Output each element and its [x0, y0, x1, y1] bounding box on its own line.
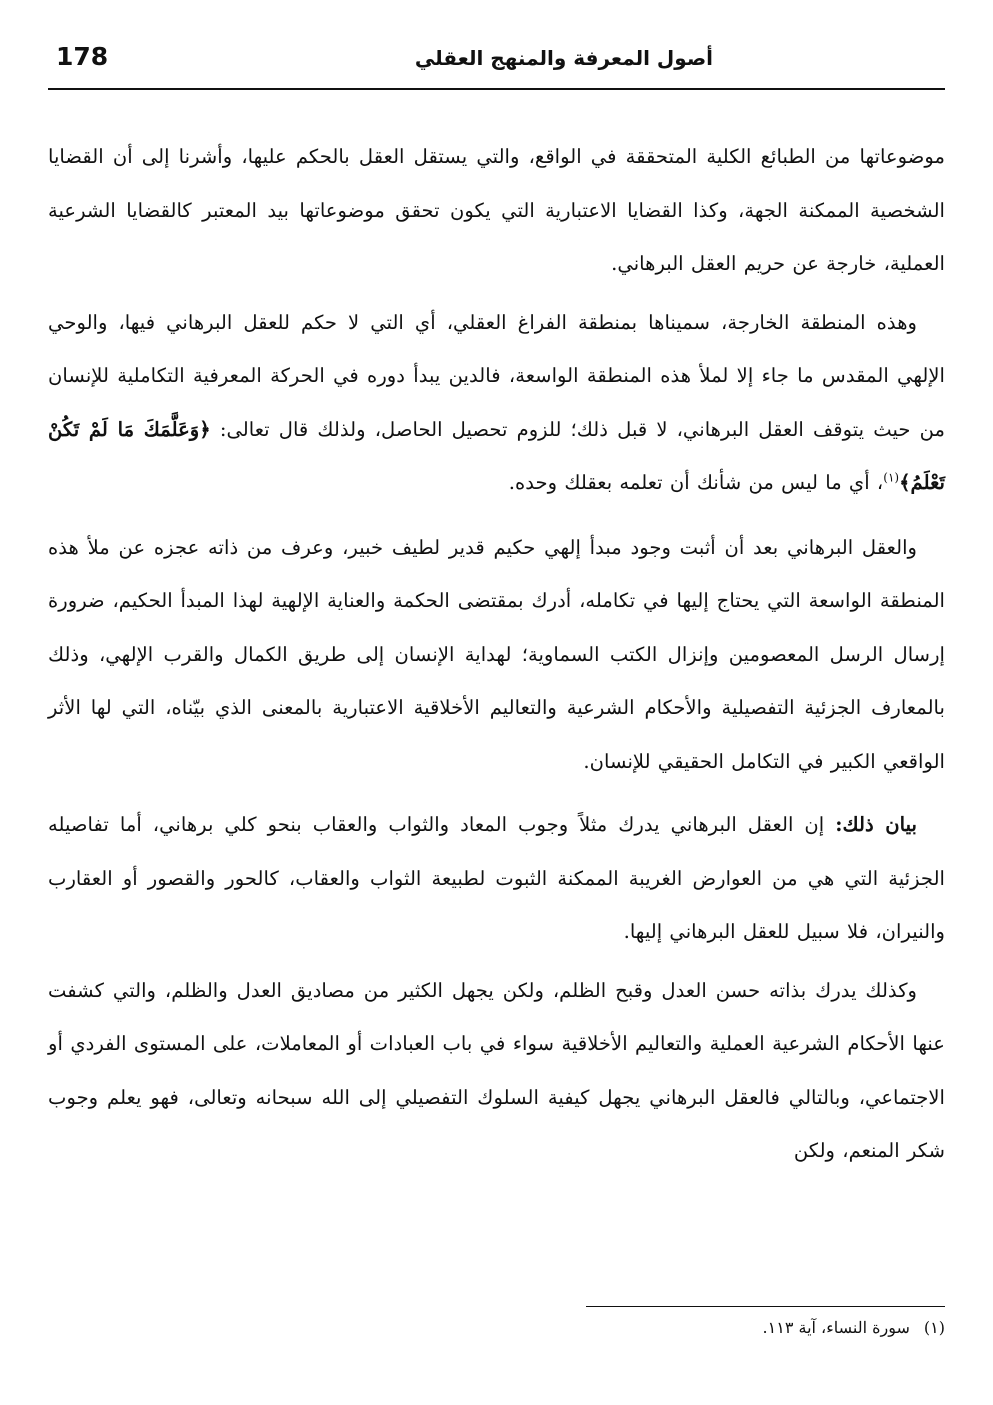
running-title: أصول المعرفة والمنهج العقلي — [414, 46, 713, 70]
page-number: 178 — [56, 42, 109, 71]
paragraph-4-text: إن العقل البرهاني يدرك مثلاً وجوب المعاد والثواب والعقاب بنحو كلي برهاني، أما تفاصيله الجزئية التي هي من العوارض الغريبة الممكنة الثبوت لطبيعة الثواب والعقاب، كالحور والقصور أو العقارب والنيران، فلا سبيل للعقل البرهاني إليها. — [48, 813, 945, 943]
footnote — [763, 1318, 945, 1337]
paragraph-5: وكذلك يدرك بذاته حسن العدل وقبح الظلم، ولكن يجهل الكثير من مصاديق العدل والظلم، والتي كشفت عنها الأحكام الشرعية العملية والتعاليم الأخلاقية سواء في باب العبادات أو المعاملات، على المستوى الفردي أو الاجتماعي، وبالتالي فالعقل البرهاني يجهل كيفية السلوك التفصيلي إلى الله سبحانه وتعالى، فهو يعلم وجوب شكر المنعم، ولكن — [48, 978, 945, 1162]
paragraph-2-text-end: ، أي ما ليس من شأنك أن تعلمه بعقلك وحده. — [508, 471, 884, 494]
footnote-text: سورة النساء، آية ١١٣. — [762, 1318, 910, 1337]
footnote-separator — [586, 1306, 945, 1307]
paragraph-4 — [48, 798, 945, 959]
paragraph-1: موضوعاتها من الطبائع الكلية المتحققة في الواقع، والتي يستقل العقل بالحكم عليها، وأشرنا إلى أن القضايا الشخصية الممكنة الجهة، وكذا القضايا الاعتبارية التي يكون تحقق موضوعاتها بيد المعتبر كالقضايا الشرعية العملية، خارجة عن حريم العقل البرهاني. — [48, 145, 945, 275]
footnote-reference[interactable]: (١) — [883, 470, 900, 485]
page-header — [48, 38, 945, 90]
paragraph-2 — [48, 296, 945, 510]
main-text — [48, 130, 945, 1178]
quran-verse: ﴿وَعَلَّمَكَ مَا لَمْ تَكُنْ تَعْلَمُ﴾ — [48, 417, 945, 494]
paragraph-4-lead: بيان ذلك: — [835, 813, 917, 836]
paragraph-2-text-start: وهذه المنطقة الخارجة، سميناها بمنطقة الفراغ العقلي، أي التي لا حكم للعقل البرهاني فيها، والوحي الإلهي المقدس ما جاء إلا لملأ هذه المنطقة الواسعة، فالدين يبدأ دوره في الحركة المعرفية التكاملية للإنسان من حيث يتوقف العقل البرهاني، لا قبل ذلك؛ للزوم تحصيل الحاصل، ولذلك قال تعالى: — [48, 310, 945, 441]
paragraph-3: والعقل البرهاني بعد أن أثبت وجود مبدأ إلهي حكيم قدير لطيف خبير، وعرف من ذاته عجزه عن ملأ هذه المنطقة الواسعة التي يحتاج إليها في تكامله، أدرك بمقتضى الحكمة والعناية الإلهية لهذا المبدأ الحكيم، ضرورة إرسال الرسل المعصومين وإنزال الكتب السماوية؛ لهداية الإنسان إلى طريق الكمال والقرب الإلهي، وذلك بالمعارف الجزئية التفصيلية والأحكام الشرعية والتعاليم الأخلاقية الاعتبارية بالمعنى الذي بيّناه، التي لها الأثر الواقعي الكبير في التكامل الحقيقي للإنسان. — [48, 535, 945, 773]
footnote-number: (١) — [923, 1318, 945, 1337]
